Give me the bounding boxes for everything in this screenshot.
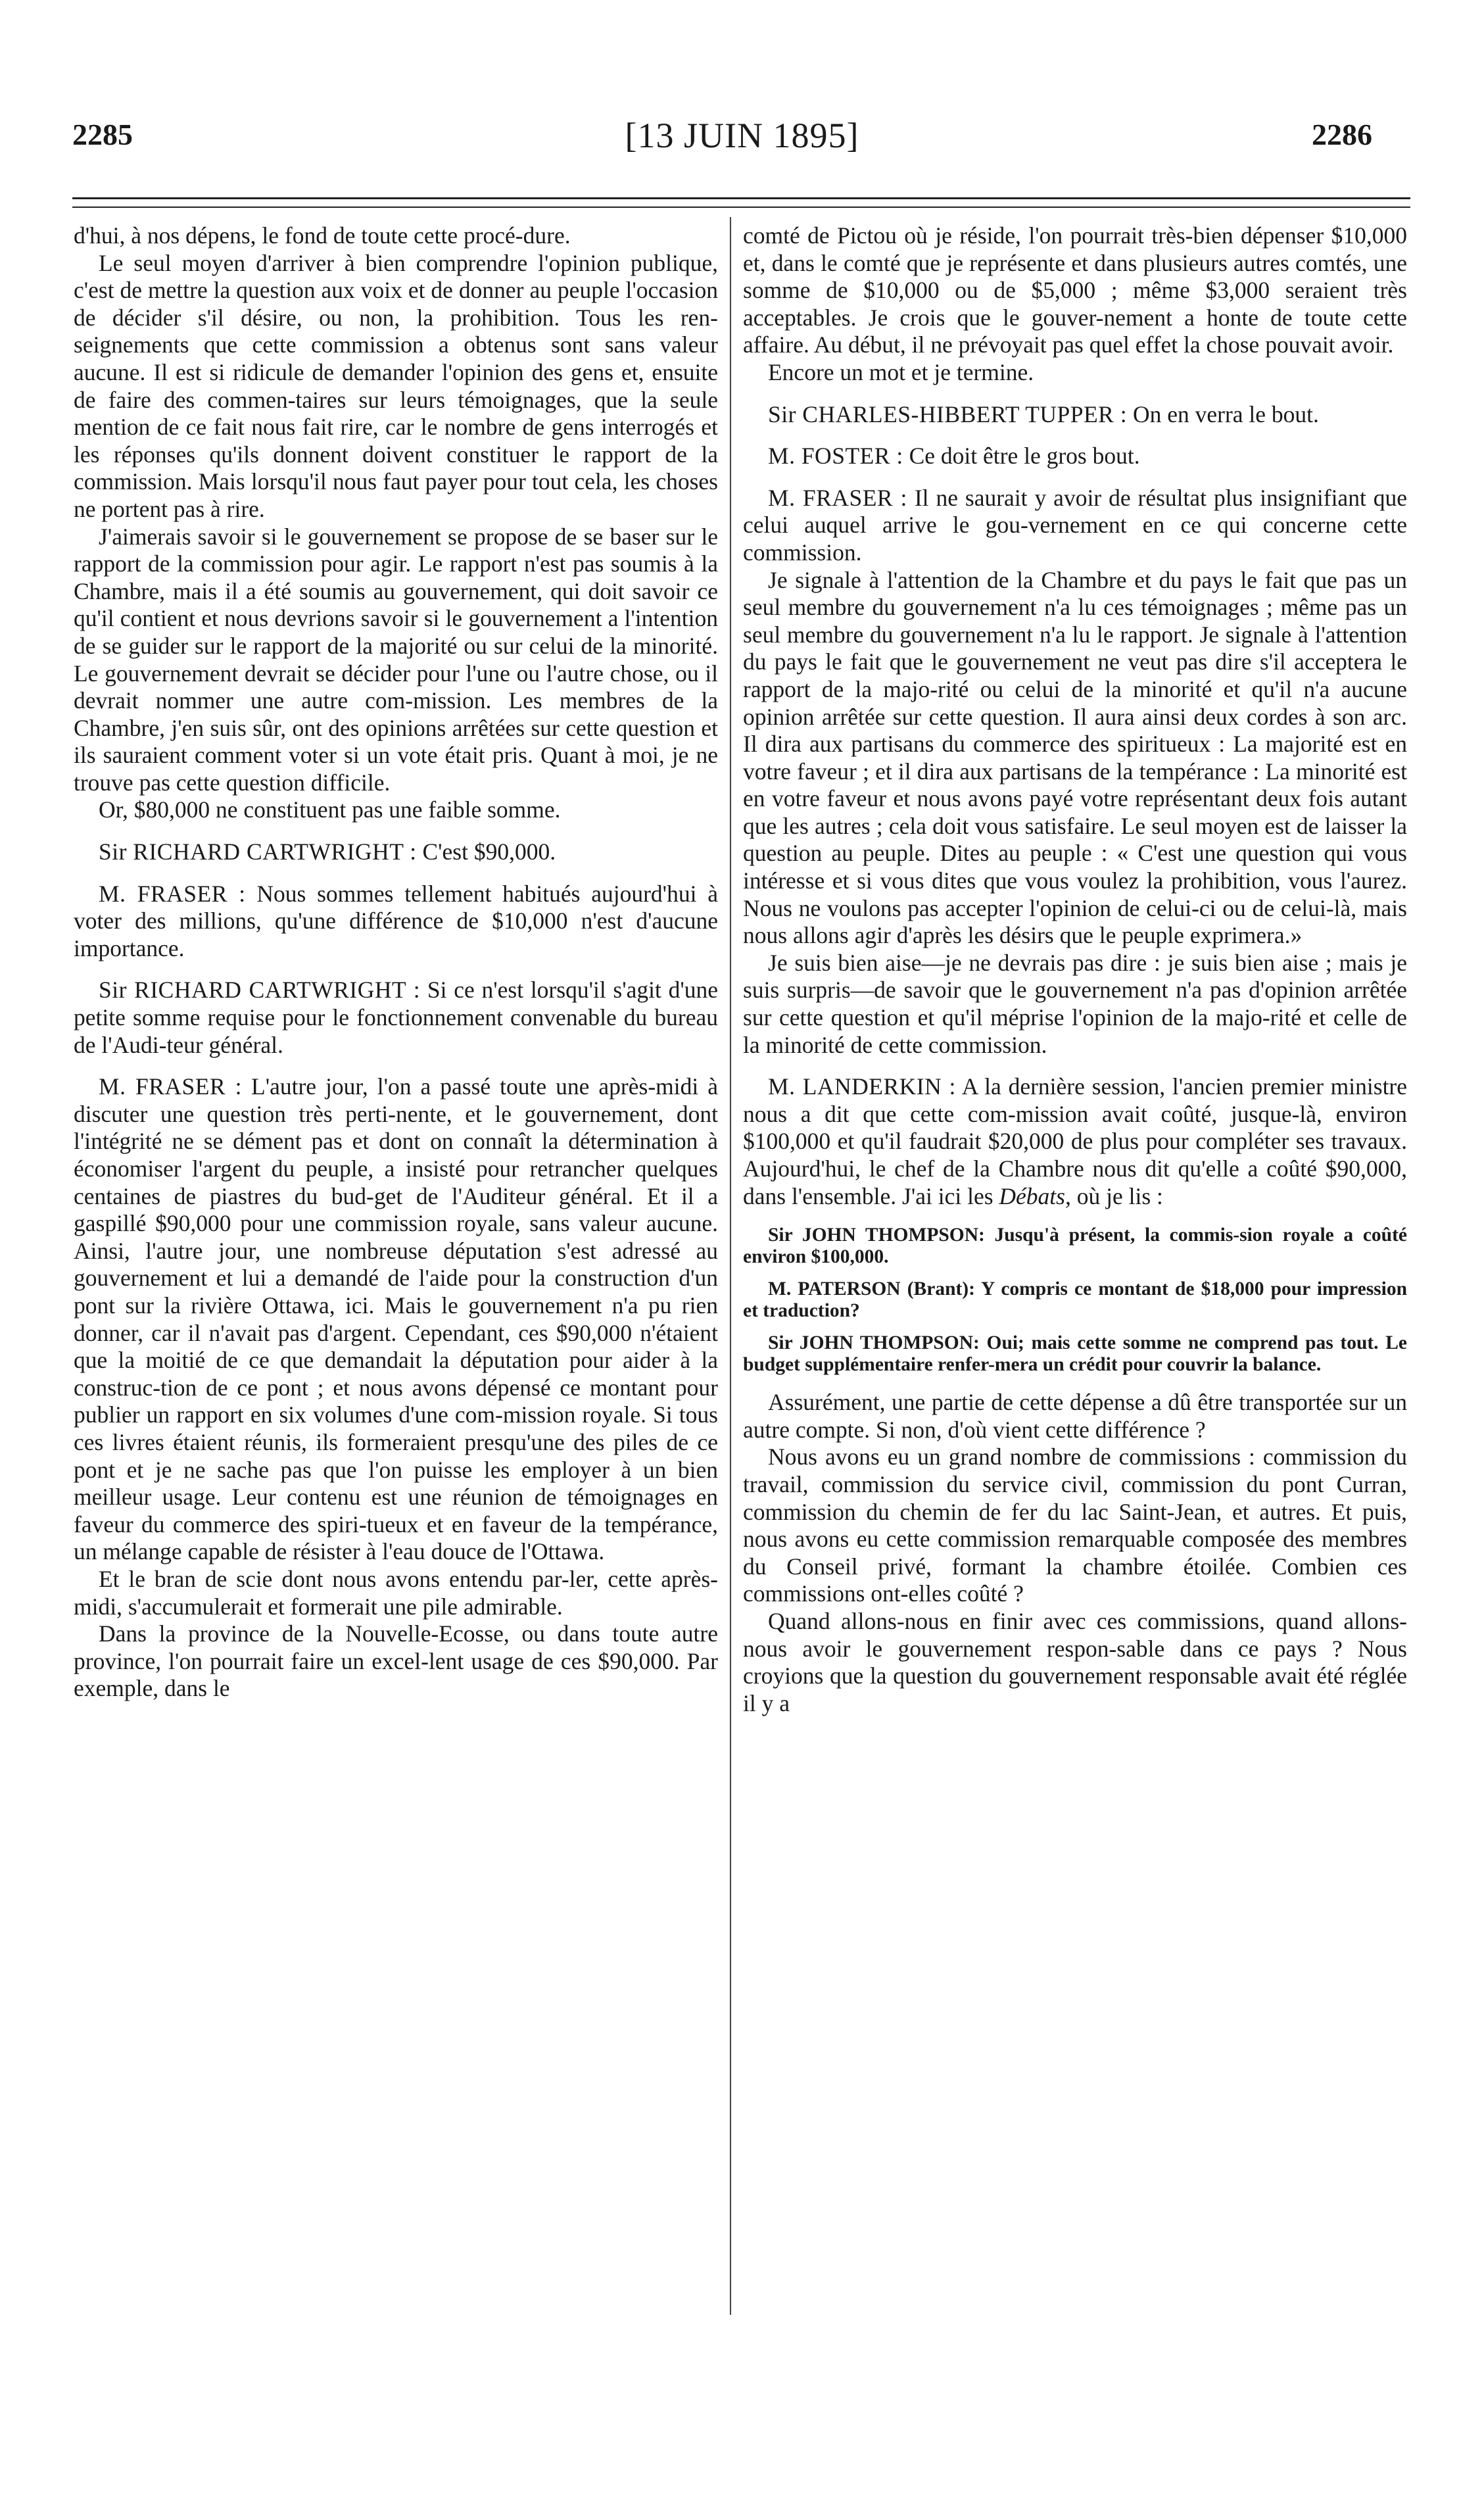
header-rule [72, 197, 1410, 199]
speech-paragraph [743, 401, 1407, 429]
speech-text: A la dernière session, l'ancien premier ministre nous a dit que cette com-mission avait coûté, jusque-là, environ $100,000 et qu'il faudrait $20,000 de plus pour compléter ses travaux. Aujourd'hui, le chef de la Chambre nous dit qu'elle a coûté $90,000, dans l'ensemble. J'ai ici les [743, 1073, 1408, 1209]
paragraph: Le seul moyen d'arriver à bien comprendre l'opinion publique, c'est de mettre la question aux voix et de donner au peuple l'occasion de décider s'il désire, ou non, la prohibition. Tous les ren-seignements que cette commission a obtenus sont sans valeur aucune. Il est si ridicule de demander l'opinion des gens et, ensuite de faire des commen-taires sur leurs témoignages, que la seule mention de ce fait nous fait rire, car le nombre de gens interrogés et les réponses qu'ils donnent doivent constituer le rapport de la commission. Mais lorsqu'il nous faut payer pour tout cela, les choses ne portent pas à rire. [74, 249, 718, 522]
paragraph: J'aimerais savoir si le gouvernement se propose de se baser sur le rapport de la commission pour agir. Le rapport n'est pas soumis à la Chambre, mais il a été soumis au gouvernement, qui doit savoir ce qu'il contient et nous devrions savoir si le gouvernement a l'intention de se guider sur le rapport de la majorité ou sur celui de la minorité. Le gouvernement devrait se décider pour l'une ou l'autre chose, ou il devrait nommer une autre com-mission. Les membres de la Chambre, j'en suis sûr, ont des opinions arrêtées sur cette question et ils sauraient comment voter si un vote était pris. Quant à moi, je ne trouve pas cette question difficile. [74, 523, 718, 796]
paragraph: comté de Pictou où je réside, l'on pourrait très-bien dépenser $10,000 et, dans le comté que je représente et dans plusieurs autres comtés, une somme de $10,000 ou de $5,000 ; même $3,000 seraient très acceptables. Je crois que le gouver-nement a honte de toute cette affaire. Au début, il ne prévoyait pas quel effet la chose pouvait avoir. [743, 222, 1407, 358]
quoted-debate [743, 1332, 1407, 1376]
column-divider [730, 217, 731, 2315]
left-column [74, 222, 718, 1703]
speech-paragraph [74, 881, 718, 963]
speech-text: L'autre jour, l'on a passé toute une après-midi à discuter une question très perti-nente, et le gouvernement, dont l'intégrité ne se dément pas et dont on connaît la détermination à économiser l'argent du peuple, a insisté pour retrancher quelques centaines de piastres du bud-get de l'Auditeur général. Et il a gaspillé $90,000 pour une commission royale, sans valeur aucune. Ainsi, l'autre jour, une nombreuse députation s'est adressé au gouvernement et lui a demandé de l'aide pour la construction d'un pont sur la rivière Ottawa, ici. Mais le gouvernement n'a pu rien donner, car il n'avait pas d'argent. Cependant, ces $90,000 n'étaient que la moitié de ce que demandait la députation pour aider à la construc-tion de ce pont ; et nous avons dépensé ce montant pour publier un rapport en six volumes d'une com-mission royale. Si tous ces livres étaient réunis, ils formeraient presqu'une des piles de ce pont et je ne sache pas que l'on puisse les employer à un bien meilleur usage. Leur contenu est une réunion de témoignages en faveur du commerce des spiri-tueux et en faveur de la tempérance, un mélange capable de résister à l'eau douce de l'Ottawa. [74, 1073, 719, 1565]
speaker-name: M. FRASER : [768, 484, 907, 511]
speech-paragraph [74, 838, 718, 866]
speaker-name: Sir RICHARD CARTWRIGHT : [99, 838, 417, 865]
speaker-name: Sir RICHARD CARTWRIGHT : [99, 977, 421, 1004]
speech-text: On en verra le bout. [1132, 400, 1319, 427]
speaker-name: Sir CHARLES-HIBBERT TUPPER : [768, 400, 1128, 427]
paragraph: Je suis bien aise—je ne devrais pas dire : je suis bien aise ; mais je suis surpris—de savoir que le gouvernement n'a pas d'opinion arrêtée sur cette question et qu'il méprise l'opinion de la majo-rité et celle de la minorité de cette commission. [743, 949, 1407, 1058]
speaker-name: M. FRASER : [99, 1073, 242, 1100]
speaker-name: M. FRASER : [99, 880, 246, 907]
paragraph: Et le bran de scie dont nous avons entendu par-ler, cette après-midi, s'accumulerait et formerait une pile admirable. [74, 1565, 718, 1620]
page-date: [13 JUIN 1895] [625, 116, 859, 155]
speech-text: Ce doit être le gros bout. [909, 443, 1140, 470]
speech-text: Nous sommes tellement habitués aujourd'hui à voter des millions, qu'une différence de $10,000 n'est d'aucune importance. [74, 880, 718, 961]
paragraph: Or, $80,000 ne constituent pas une faible somme. [99, 796, 561, 823]
quote-speaker: M. PATERSON (Brant): [768, 1278, 975, 1300]
speech-paragraph [74, 1073, 718, 1566]
speech-text: C'est $90,000. [422, 838, 556, 865]
header-rule-thin [72, 206, 1410, 208]
quoted-debate [743, 1278, 1407, 1322]
paragraph: Dans la province de la Nouvelle-Ecosse, ou dans toute autre province, l'on pourrait faire un excel-lent usage de ces $90,000. Par exemple, dans le [74, 1620, 718, 1702]
paragraph: d'hui, à nos dépens, le fond de toute cette procé-dure. [74, 222, 571, 249]
speech-text-tail: où je lis : [1070, 1182, 1163, 1209]
quoted-debate [743, 1225, 1407, 1268]
paragraph: Assurément, une partie de cette dépense a dû être transportée sur un autre compte. Si non, d'où vient cette différence ? [743, 1389, 1407, 1443]
speaker-name: M. LANDERKIN : [768, 1073, 956, 1100]
speech-paragraph [743, 1073, 1407, 1210]
quote-speaker: Sir JOHN THOMPSON: [768, 1225, 985, 1246]
speech-paragraph [74, 977, 718, 1059]
speech-paragraph [743, 485, 1407, 567]
quote-text: Y compris ce montant de $18,000 pour impression et traduction? [743, 1278, 1408, 1322]
speech-text: Si ce n'est lorsqu'il s'agit d'une petite somme requise pour le fonctionnement convenable du bureau de l'Audi-teur général. [74, 977, 719, 1058]
quote-text: Jusqu'à présent, la commis-sion royale a coûté environ $100,000. [743, 1225, 1407, 1268]
paragraph: Nous avons eu un grand nombre de commissions : commission du travail, commission du service civil, commission du pont Curran, commission du chemin de fer du lac Saint-Jean, et autres. Et puis, nous avons eu cette commission remarquable composée des membres du Conseil privé, formant la chambre étoilée. Combien ces commissions ont-elles coûté ? [743, 1444, 1407, 1607]
paragraph: Encore un mot et je termine. [768, 358, 1034, 385]
paragraph: Je signale à l'attention de la Chambre et du pays le fait que pas un seul membre du gouvernement n'a lu ces témoignages ; même pas un seul membre du gouvernement n'a lu le rapport. Je signale à l'attention du pays le fait que le gouvernement ne veut pas dire s'il acceptera le rapport de la majo-rité ou celui de la minorité et qu'il n'a aucune opinion arrêtée sur cette question. Il aura ainsi deux cordes à son arc. Il dira aux partisans du commerce des spiritueux : La majorité est en votre faveur ; et il dira aux partisans de la tempérance : La minorité est en votre faveur et nous avons payé votre représentant deux fois autant que les autres ; cela doit vous satisfaire. Le seul moyen est de laisser la question au peuple. Dites au peuple : « C'est une question qui vous intéresse et si vous dites que vous voulez la prohibition, vous l'aurez. Nous ne voulons pas accepter l'opinion de celui-ci ou de celui-là, mais nous allons agir d'après les désirs que le peuple exprimera.» [743, 566, 1407, 949]
quote-text: Oui; mais cette somme ne comprend pas tout. Le budget supplémentaire renfer-mera un crédit pour couvrir la balance. [743, 1332, 1407, 1376]
page-header [0, 0, 1484, 197]
speech-paragraph [743, 443, 1407, 470]
quote-speaker: Sir JOHN THOMPSON: [768, 1332, 980, 1354]
speech-text: Il ne saurait y avoir de résultat plus insignifiant que celui auquel arrive le gou-vernement en ce qui concerne cette commission. [743, 484, 1408, 566]
page-number-left: 2285 [72, 118, 133, 151]
right-column [743, 222, 1407, 1717]
speaker-name: M. FOSTER : [768, 443, 903, 470]
paragraph: Quand allons-nous en finir avec ces commissions, quand allons-nous avoir le gouvernement respon-sable dans ce pays ? Nous croyions que la question du gouvernement responsable avait été réglée il y a [743, 1607, 1407, 1716]
page-number-right: 2286 [1312, 118, 1372, 151]
italic-title: Débats, [999, 1182, 1071, 1209]
